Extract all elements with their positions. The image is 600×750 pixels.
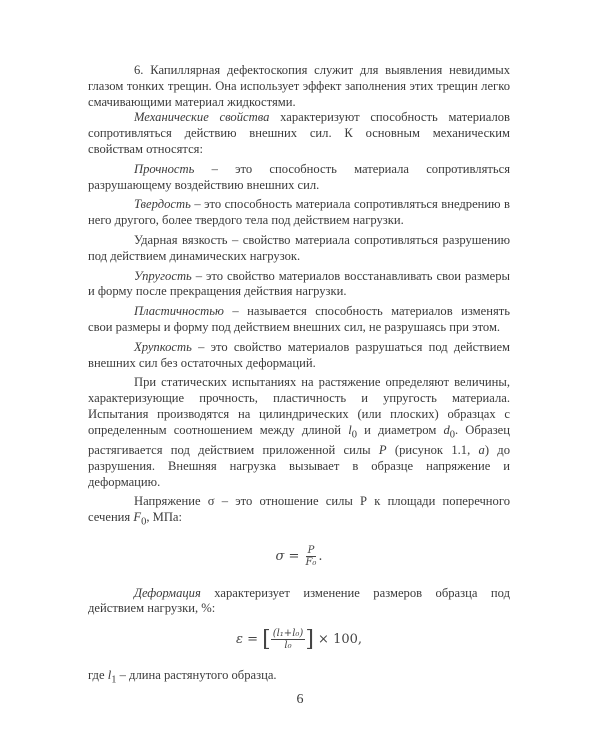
- term-mechanical-properties: Механические свойства: [134, 110, 270, 125]
- paragraph-plasticity: Пластичностью – называется способность материалов изменять свои размеры и форму под действием внешних сил, не разрушаясь при этом.: [88, 304, 510, 334]
- paragraph-where: где $l_1$ – длина растянутого образца.: [88, 668, 277, 686]
- formula-deformation: ε = [ $\frac{\text{(l₁+l₀)}}{\text{l₀}}$ ] × 100,: [235, 627, 363, 653]
- formula-stress: σ = $\frac{P}{\text{F₀}}$ .: [275, 544, 323, 568]
- paragraph-mechanical-properties: Механические свойства характеризуют способность материалов сопротивляться действию внешних сил. К основным механическим свойствам относятся:: [88, 110, 510, 156]
- term-plasticity: Пластичностью: [134, 304, 224, 319]
- page-number: 6: [296, 692, 304, 707]
- paragraph-impact-toughness: Ударная вязкость – свойство материала сопротивляться разрушению под действием динамических нагрузок.: [88, 232, 510, 263]
- term-brittleness: Хрупкость: [134, 339, 192, 354]
- paragraph-hardness: Твердость – это способность материала сопротивляться внедрению в него другого, более твердого тела под действием нагрузки.: [88, 197, 510, 228]
- paragraph-static-tests: При статических испытаниях на растяжение определяют величины, характеризующие прочность, пластичность и упругость материала. Испытания производятся на цилиндрических (или плоских) образцах с определенным соотношением между длиной $l_0$ и диаметром $d_0$. Образец растягивается под действием приложенной силы P (рисунок 1.1, а) до разрушения. Внешняя нагрузка вызывает в образце напряжение и деформацию.: [88, 375, 511, 489]
- paragraph-elasticity: Упругость – это свойство материалов восстанавливать свои размеры и форму после прекращения действия нагрузки.: [88, 268, 510, 299]
- term-elasticity: Упругость: [134, 268, 192, 283]
- term-strength: Прочность: [134, 161, 195, 176]
- paragraph-strength: Прочность – это способность материала сопротивляться разрушающему воздействию внешних сил.: [88, 161, 510, 192]
- paragraph-capillary: 6. Капиллярная дефектоскопия служит для выявления невидимых глазом тонких трещин. Она использует эффект заполнения этих трещин легко смачивающими материал жидкостями.: [88, 63, 510, 109]
- document-page: [88, 63, 510, 688]
- term-deformation: Деформация: [134, 585, 201, 600]
- paragraph-brittleness: Хрупкость – это свойство материалов разрушаться под действием внешних сил без остаточных деформаций.: [88, 339, 510, 370]
- paragraph-stress: Напряжение σ – это отношение силы Р к площади поперечного сечения $F_0$, МПа:: [88, 494, 510, 528]
- term-hardness: Твердость: [134, 197, 191, 212]
- paragraph-deformation: Деформация характеризует изменение размеров образца под действием нагрузки, %:: [88, 585, 510, 616]
